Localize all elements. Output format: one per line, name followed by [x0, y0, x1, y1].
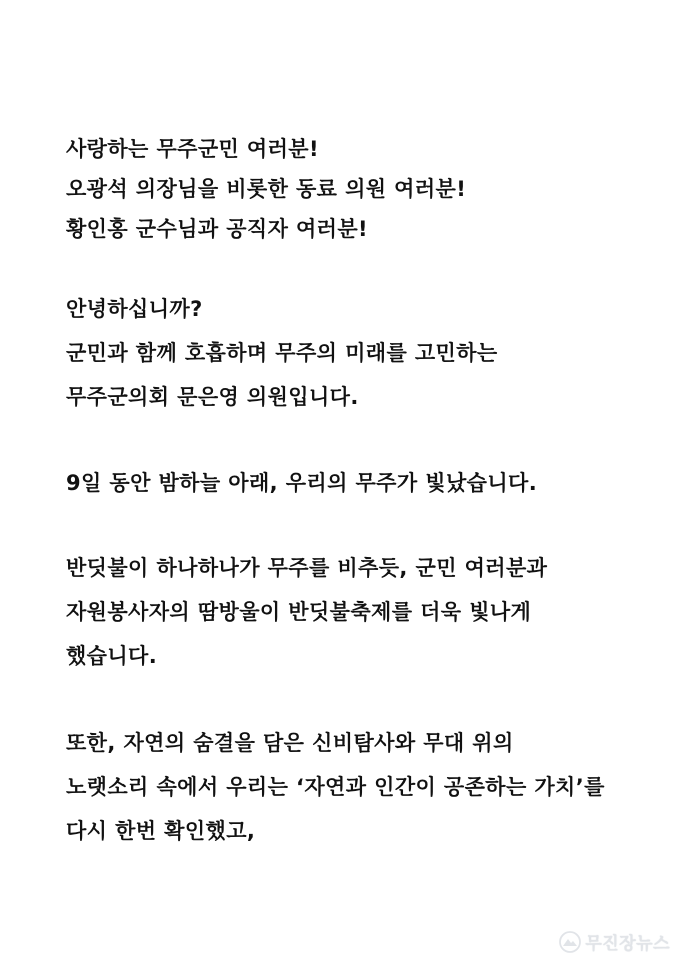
text-line-1: 사랑하는 무주군민 여러분!: [66, 137, 319, 161]
text-line-8: 반딧불이 하나하나가 무주를 비추듯, 군민 여러분과: [66, 556, 548, 580]
text-line-12: 노랫소리 속에서 우리는 ‘자연과 인간이 공존하는 가치’를: [66, 775, 605, 799]
text-line-13: 다시 한번 확인했고,: [66, 819, 256, 843]
text-line-5: 군민과 함께 호흡하며 무주의 미래를 고민하는: [66, 341, 498, 365]
text-line-10: 했습니다.: [66, 644, 158, 668]
mountain-logo-icon: [559, 931, 581, 953]
text-line-6: 무주군의회 문은영 의원입니다.: [66, 385, 359, 409]
text-line-9: 자원봉사자의 땀방울이 반딧불축제를 더욱 빛나게: [66, 600, 532, 624]
text-line-3: 황인홍 군수님과 공직자 여러분!: [66, 217, 369, 241]
text-line-4: 안녕하십니까?: [66, 297, 203, 321]
text-line-7: 9일 동안 밤하늘 아래, 우리의 무주가 빛났습니다.: [66, 471, 538, 495]
watermark-text: 무진장뉴스: [585, 934, 670, 954]
text-line-2: 오광석 의장님을 비롯한 동료 의원 여러분!: [66, 177, 467, 201]
text-line-11: 또한, 자연의 숨결을 담은 신비탐사와 무대 위의: [66, 731, 514, 755]
watermark: [559, 929, 670, 954]
